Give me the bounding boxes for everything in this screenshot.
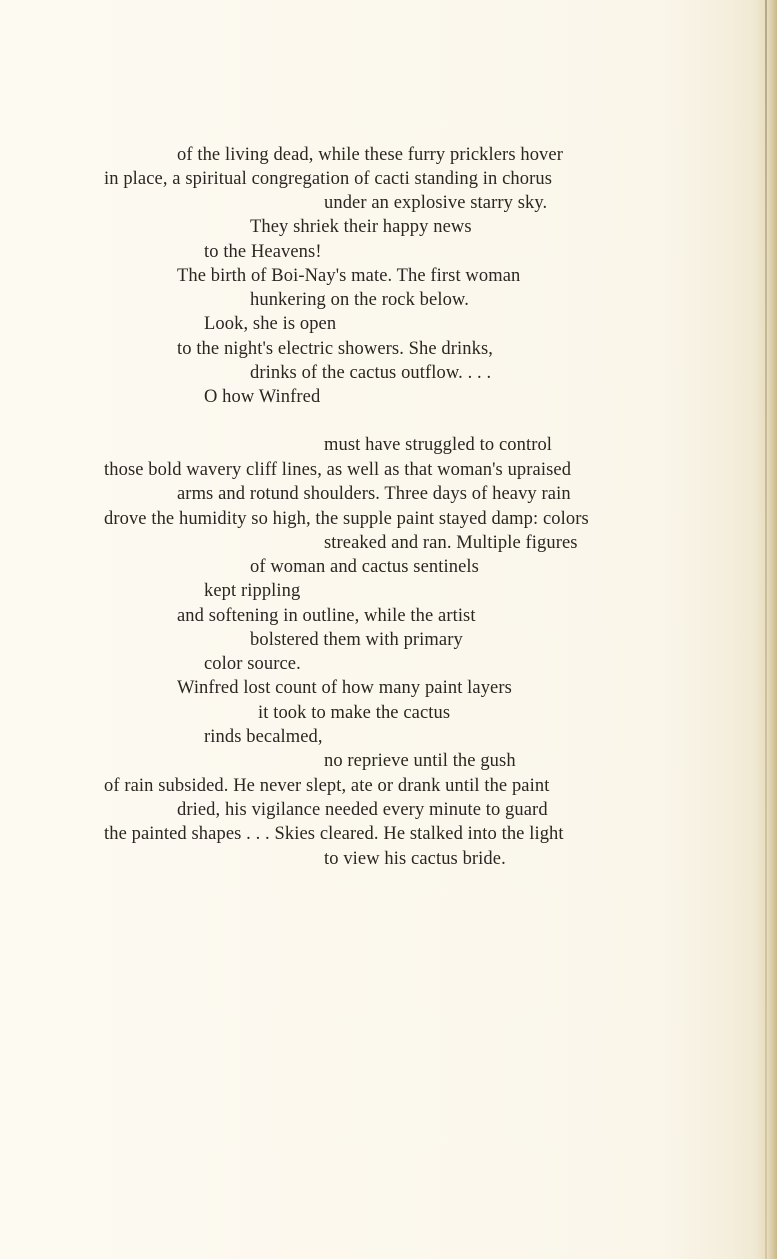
poem-line: arms and rotund shoulders. Three days of heavy rain (177, 484, 571, 504)
poem-line: under an explosive starry sky. (324, 193, 548, 213)
poem-line: dried, his vigilance needed every minute to guard (177, 800, 548, 820)
poem-line: of the living dead, while these furry pricklers hover (177, 145, 563, 165)
poem-line: They shriek their happy news (250, 217, 472, 237)
poem-line: those bold wavery cliff lines, as well as that woman's upraised (104, 460, 572, 480)
poem-line: drove the humidity so high, the supple paint stayed damp: colors (104, 509, 589, 529)
poem-line: of woman and cactus sentinels (250, 557, 479, 577)
poem-line: hunkering on the rock below. (250, 290, 469, 310)
poem-line: streaked and ran. Multiple figures (324, 533, 578, 553)
poem-line: in place, a spiritual congregation of cacti standing in chorus (104, 169, 553, 189)
poem-line: The birth of Boi-Nay's mate. The first woman (177, 266, 521, 286)
poem-line: to the night's electric showers. She drinks, (177, 339, 494, 359)
poem-line: no reprieve until the gush (324, 751, 516, 771)
poem-line: Look, she is open (204, 314, 337, 334)
poem-line: drinks of the cactus outflow. . . . (250, 363, 492, 383)
poem-line: Winfred lost count of how many paint layers (177, 678, 512, 698)
poem-line: kept rippling (204, 581, 301, 601)
poem-line: the painted shapes . . . Skies cleared. He stalked into the light (104, 824, 564, 844)
poem-line: bolstered them with primary (250, 630, 463, 650)
poem-line: to view his cactus bride. (324, 849, 506, 869)
poem-line: must have struggled to control (324, 435, 553, 455)
poem-line: color source. (204, 654, 301, 674)
poem-line: rinds becalmed, (204, 727, 323, 747)
poem-line: it took to make the cactus (258, 703, 451, 723)
poem-line: O how Winfred (204, 387, 321, 407)
poem-line: and softening in outline, while the artist (177, 606, 476, 626)
poem-line: of rain subsided. He never slept, ate or drank until the paint (104, 776, 550, 796)
poem-line: to the Heavens! (204, 242, 322, 262)
